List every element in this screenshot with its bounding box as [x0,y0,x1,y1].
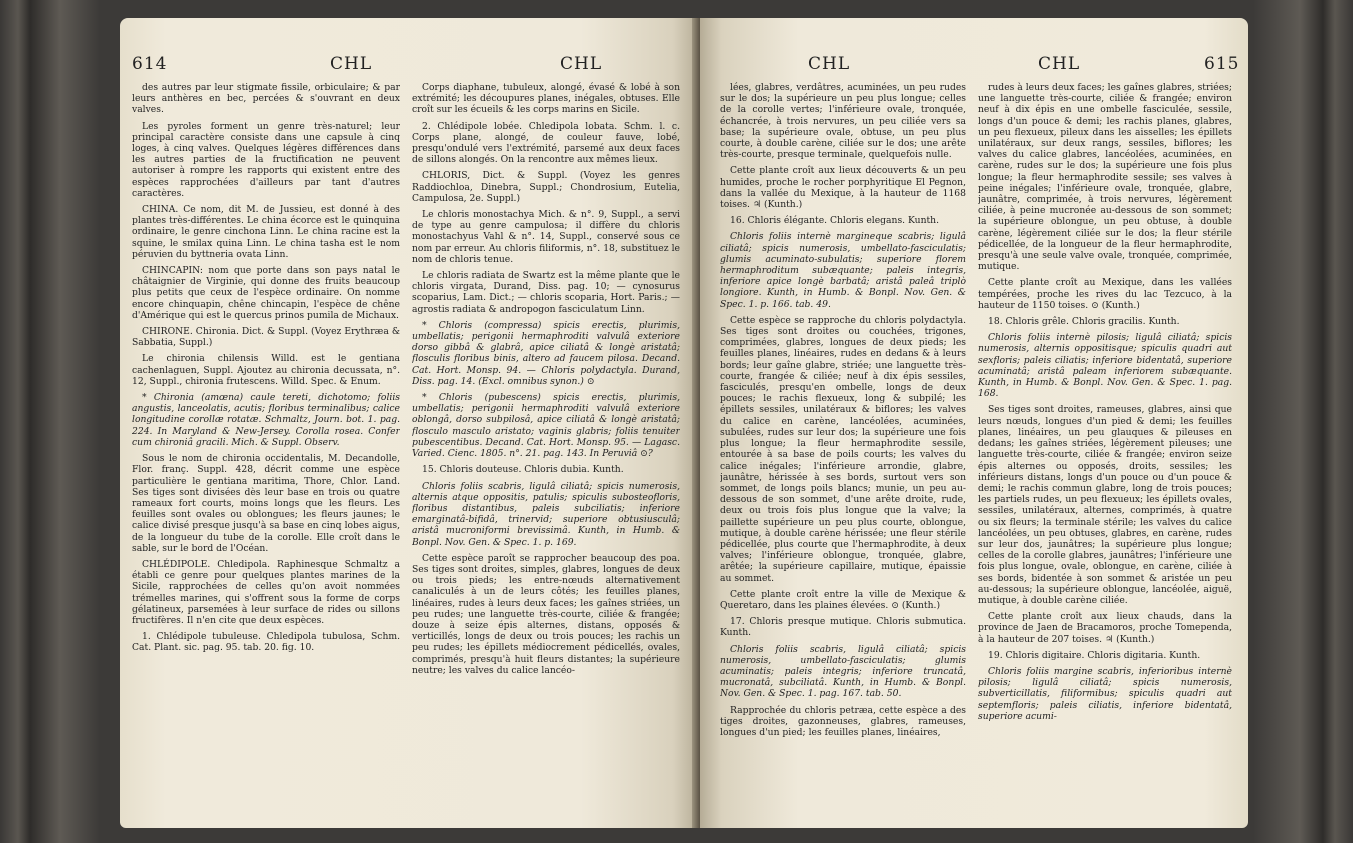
paragraph: rudes à leurs deux faces; les gaînes glabres, striées; une languette très-courte, ciliée & frangée; environ neuf à dix épis en une ombelle fasciculée, sessile, longs d'un pouce & demi; les rachis planes, glabres, un peu flexueux, pileux dans les aisselles; les épillets unilatéraux, sur deux rangs, sessiles, biflores; les valves du calice glabres, lancéolées, acuminées, en carène, rudes sur le dos; la supérieure une fois plus longue; la fleur hermaphrodite sessile; ses valves à peine inégales; l'inférieure ovale, tronquée, glabre, jaunâtre, comprimée, à trois nervures, légèrement ciliée, à peine mucronée au-dessous de son sommet; la supérieure oblongue, un peu obtuse, à double carène, légèrement ciliée sur le dos; la fleur stérile pédicellée, de la longueur de la fleur hermaphrodite, presqu'à une seule valve ovale, tronquée, comprimée, mutique. [978,82,1232,273]
paragraph: 15. Chloris douteuse. Chloris dubia. Kunth. [422,464,624,476]
paragraph: 19. Chloris digitaire. Chloris digitaria. Kunth. [988,649,1201,661]
left-page-header [120,54,696,80]
paragraph: Cette espèce se rapproche du chloris polydactyla. Ses tiges sont droites ou couchées, trigones, comprimées, glabres, longues de deux pieds; les feuilles planes, linéaires, rudes en dedans & à leurs bords; leur gaîne glabre, striée; une languette très-courte, frangée & ciliée; neuf à dix épis sessiles, fasciculés, presqu'en ombelle, longs de deux pouces; le rachis flexueux, long & subpilé; les épillets sessiles, unilatéraux & biflores; les valves du calice en carène, lancéolées, acuminées, subulées, rudes sur leur dos; la supérieure une fois plus longue; la fleur hermaphrodite sessile, entourée à sa base de poils courts; les valves du calice inégales; l'inférieure arrondie, glabre, jaunâtre, hérissée à ses bords, surtout vers son sommet, de longs poils blancs; munie, un peu au-dessous de son sommet, d'une arête droite, rude, deux ou trois fois plus longue que la valve; la paillette supérieure un peu plus courte, oblongue, mutique, à double carène hérissée; une fleur stérile pédicellée, plus courte que l'hermaphrodite, à deux valves; l'inférieure oblongue, tronquée, glabre, arêtée; la supérieure capillaire, mutique, épaissie au sommet. [720,314,966,584]
paragraph: 1. Chlédipole tubuleuse. Chledipola tubulosa, Schm. Cat. Plant. sic. pag. 95. tab. 20. fig. 10. [132,631,400,654]
paragraph: Les pyroles forment un genre très-naturel; leur principal caractère consiste dans une capsule à cinq loges, à cinq valves. Quelques légères différences dans les autres parties de la fructification ne peuvent autoriser à rompre les rapports qui existent entre des espèces rapprochées d'ailleurs par tant d'autres caractères. [132,120,400,199]
paragraph: Cette plante croît aux lieux découverts & un peu humides, proche le rocher porphyritique El Pegnon, dans la vallée du Mexique, à la hauteur de 1168 toises. ♃ (Kunth.) [720,165,966,211]
paragraph: Cette espèce paroît se rapprocher beaucoup des poa. Ses tiges sont droites, simples, glabres, longues de deux ou trois pieds; les entre-nœuds alternativement canaliculés à un de leurs côtés; les feuilles planes, linéaires, rudes à leurs deux faces; les gaînes striées, un peu rudes; une languette très-courte, ciliée & frangée; douze à seize épis alternes, distans, opposés & verticillés, longs de deux ou trois pouces; les rachis un peu rudes; les épillets médiocrement pédicellés, ovales, comprimés, presqu'à huit fleurs distantes; la supérieure neutre; les valves du calice lancéo- [412,552,680,676]
paragraph: Ses tiges sont droites, rameuses, glabres, ainsi que leurs nœuds, longues d'un pied & demi; les feuilles planes, linéaires, un peu glauques & pileuses en dedans; les gaînes striées, légèrement pileuses; une languette très-courte, ciliée & frangée; environ seize épis alternes ou opposés, droits, sessiles; les inférieurs distans, longs d'un pouce ou d'un pouce & demi; le rachis commun glabre, long de trois pouces; les partiels rudes, un peu flexueux; les épillets ovales, sessiles, unilatéraux, alternes, comprimés, à quatre ou six fleurs; la terminale stérile; les valves du calice lancéolées, un peu obtuses, glabres, en carène, rudes sur leur dos, jaunâtres; la supérieure plus longue; celles de la corolle glabres, jaunâtres; l'inférieure une fois plus longue, ovale, oblongue, en carène, ciliée à ses bords, bidentée à son sommet & aristée un peu au-dessous; la supérieure oblongue, lancéolée, aiguë, mutique, à double carène ciliée. [978,404,1232,606]
paragraph: * Chloris (compressa) spicis erectis, plurimis, umbellatis; perigonii hermaphroditi valvulâ exteriore dorso gibbâ & glabrâ, apice ciliatâ & longè aristatâ; flosculis floribus binis, altero ad faucem pilosa. Decand. Cat. Hort. Monsp. 94. — Chloris polydactyla. Durand, Diss. pag. 14. (Excl. omnibus synon.) ⊙ [412,319,680,387]
paragraph: Le chironia chilensis Willd. est le gentiana cachenlaguen, Suppl. Ajoutez au chironia decussata, n°. 12, Suppl., chironia frutescens. Willd. Spec. & Enum. [132,353,400,387]
paragraph: CHLORIS, Dict. & Suppl. (Voyez les genres Raddiochloa, Dinebra, Suppl.; Chondrosium, Eutelia, Campulosa, 2e. Suppl.) [412,170,680,204]
paragraph: Chloris foliis scabris, ligulâ ciliatâ; spicis numerosis, alternis atque oppositis, patulis; spiculis subosteofloris, floribus distantibus, paleis subciliatis; inferiore emarginatâ-bifidâ, trinervid; superiore obtusiusculâ; aristâ mucroniformi brevissimâ. Kunth, in Humb. & Bonpl. Nov. Gen. & Spec. 1. p. 169. [412,480,680,548]
paragraph: CHIRONE. Chironia. Dict. & Suppl. (Voyez Erythræa & Sabbatia, Suppl.) [132,326,400,349]
running-head-left-1: CHL [330,54,373,74]
paragraph: Chloris foliis internè pilosis; ligulâ ciliatâ; spicis numerosis, alternis oppositisque; spiculis quadri aut sexfloris; paleis ciliatis; inferiore bidentatâ, superiore acuminatâ; aristâ paleam inferiorem subæquante. Kunth, in Humb. & Bonpl. Nov. Gen. & Spec. 1. pag. 168. [978,332,1232,400]
paragraph: Cette plante croît entre la ville de Mexique & Queretaro, dans les plaines élevées. ⊙ (Kunth.) [720,588,966,611]
paragraph: CHINA. Ce nom, dit M. de Jussieu, est donné à des plantes très-différentes. Le china écorce est le quinquina ordinaire, le genre cinchona Linn. Le china racine est la squine, le smilax quina Linn. Le china tasha est le nom péruvien du byttneria ovata Linn. [132,204,400,260]
left-page-column-1 [132,82,400,820]
running-head-left-2: CHL [560,54,603,74]
paragraph: Chloris foliis internè margineque scabris; ligulâ ciliatâ; spicis numerosis, umbellato-fasciculatis; glumis acuminato-subulatis; superiore florem hermaphroditum subæquante; paleis integris, inferiore apice longè barbatâ; aristâ paleâ triplò longiore. Kunth, in Humb. & Bonpl. Nov. Gen. & Spec. 1. p. 166. tab. 49. [720,231,966,310]
page-number-right: 615 [1204,54,1240,74]
paragraph: 2. Chlédipole lobée. Chledipola lobata. Schm. l. c. Corps plane, alongé, de couleur fauve, lobé, presqu'ondulé vers l'extrémité, parsemé aux deux faces de sillons alongés. On la rencontre aux mêmes lieux. [412,120,680,166]
paragraph: * Chloris (pubescens) spicis erectis, plurimis, umbellatis; perigonii hermaphroditi valvulâ exteriore oblongâ, dorso subpilosâ, apice ciliatâ & longè aristatâ; flosculo masculo aristato; vaginis glabris; foliis tenuiter pubescentibus. Decand. Cat. Hort. Monsp. 95. — Lagasc. Varied. Cienc. 1805. n°. 21. pag. 143. In Peruviâ ⊙? [412,392,680,460]
paragraph: Sous le nom de chironia occidentalis, M. Decandolle, Flor. franç. Suppl. 428, décrit comme une espèce particulière le gentiana maritima, Thore, Chlor. Land. Ses tiges sont divisées dès leur base en trois ou quatre rameaux fort courts, moins longs que les fleurs. Les feuilles sont ovales ou oblongues; les fleurs jaunes; le calice divisé presque jusqu'à sa base en cinq lobes aigus, de la longueur du tube de la corolle. Elle croît dans le sable, sur le bord de l'Océan. [132,453,400,554]
paragraph: Cette plante croît aux lieux chauds, dans la province de Jaen de Bracamoros, proche Tomependa, à la hauteur de 207 toises. ♃ (Kunth.) [978,611,1232,645]
paragraph: Corps diaphane, tubuleux, alongé, évasé & lobé à son extrémité; les découpures planes, inégales, obtuses. Elle croît sur les écueils & les corps marins en Sicile. [412,82,680,116]
paragraph: Chloris foliis margine scabris, inferioribus internè pilosis; ligulâ ciliatâ; spicis numerosis, subverticillatis, filiformibus; spiculis quadri aut septemfloris; paleis ciliatis, inferiore bidentatâ, superiore acumi- [978,665,1232,722]
paragraph: 17. Chloris presque mutique. Chloris submutica. Kunth. [720,616,966,639]
running-head-right-1: CHL [808,54,851,74]
paragraph: des autres par leur stigmate fissile, orbiculaire; & par leurs anthères en bec, percées & s'ouvrant en deux valves. [132,82,400,116]
paragraph: Le chloris monostachya Mich. & n°. 9, Suppl., a servi de type au genre campulosa; il diffère du chloris monostachyus Vahl & n°. 14, Suppl., conservé sous ce nom par erreur. Au chloris filiformis, n°. 18, substituez le nom de chloris tenue. [412,209,680,265]
right-page-column-1 [720,82,966,820]
paragraph: Rapprochée du chloris petræa, cette espèce a des tiges droites, gazonneuses, glabres, rameuses, longues d'un pied; les feuilles planes, linéaires, [720,704,966,738]
right-page [700,18,1248,828]
paragraph: 16. Chloris élégante. Chloris elegans. Kunth. [730,215,940,227]
left-page-column-2 [412,82,680,820]
left-page [120,18,696,828]
paragraph: CHLÉDIPOLE. Chledipola. Raphinesque Schmaltz a établi ce genre pour quelques plantes marines de la Sicile, rapprochées de celles qu'on avoit nommées trémelles marines, qui s'offrent sous la forme de corps gélatineux, parsemées à leur surface de rides ou sillons fructifères. Il n'en cite que deux espèces. [132,558,400,626]
paragraph: lées, glabres, verdâtres, acuminées, un peu rudes sur le dos; la supérieure un peu plus longue; celles de la corolle vertes; l'inférieure ovale, tronquée, échancrée, à trois nervures, un peu ciliée vers sa base; la supérieure ovale, obtuse, un peu plus courte, à double carène, ciliée sur le dos; une arête très-courte, presque terminale, quelquefois nulle. [720,82,966,161]
paragraph: CHINCAPIN: nom que porte dans son pays natal le châtaignier de Virginie, qui donne des fruits beaucoup plus petits que ceux de l'espèce ordinaire. On nomme encore chinquapin, chêne chincapin, l'espèce de chêne d'Amérique qui est le quercus prinos pumila de Michaux. [132,265,400,321]
paragraph: Le chloris radiata de Swartz est la même plante que le chloris virgata, Durand, Diss. pag. 10; — cynosurus scoparius, Lam. Dict.; — chloris scoparia, Hort. Paris.; — agrostis radiata & andropogon fasciculatum Linn. [412,270,680,315]
paragraph: * Chironia (amœna) caule tereti, dichotomo; foliis angustis, lanceolatis, acutis; floribus terminalibus; calice longitudine corollæ rotatæ. Schmaltz, Journ. bot. 1. pag. 224. In Maryland & New-Jersey. Corolla rosea. Confer cum chironiâ gracili. Mich. & Suppl. Observ. [132,392,400,448]
page-number-left: 614 [132,54,168,74]
paragraph: 18. Chloris grêle. Chloris gracilis. Kunth. [988,316,1180,328]
paragraph: Chloris foliis scabris, ligulâ ciliatâ; spicis numerosis, umbellato-fasciculatis; glumis acuminatis; paleis integris; inferiore truncatâ, mucronatâ, subciliatâ. Kunth, in Humb. & Bonpl. Nov. Gen. & Spec. 1. pag. 167. tab. 50. [720,643,966,700]
right-page-column-2 [978,82,1232,820]
paragraph: Cette plante croît au Mexique, dans les vallées tempérées, proche les rives du lac Tezcuco, à la hauteur de 1150 toises. ⊙ (Kunth.) [978,277,1232,311]
right-page-header [700,54,1248,80]
running-head-right-2: CHL [1038,54,1081,74]
